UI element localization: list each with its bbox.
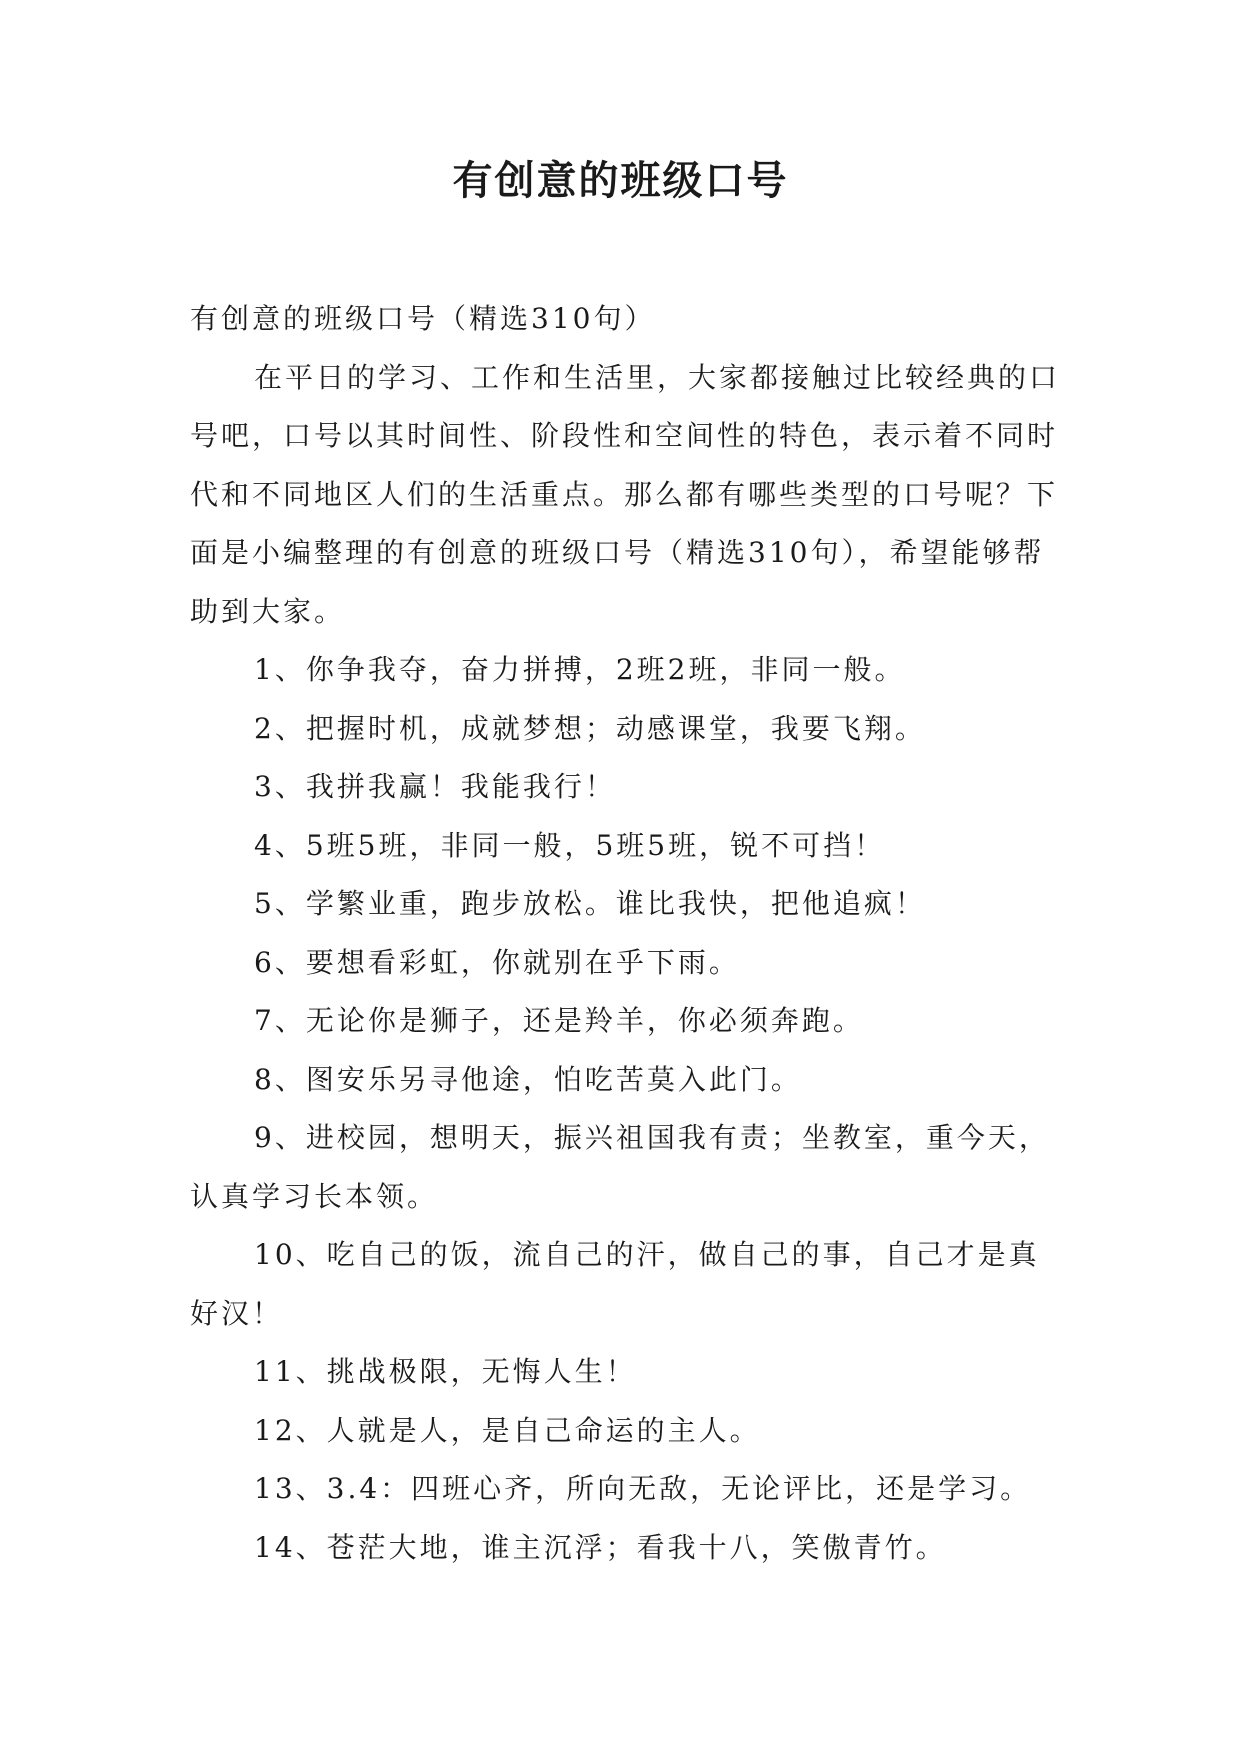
slogan-item: 7、无论你是狮子，还是羚羊，你必须奔跑。 bbox=[254, 1004, 864, 1037]
slogan-item: 3、我拼我赢！我能我行！ bbox=[254, 770, 616, 803]
slogan-item: 14、苍茫大地，谁主沉浮；看我十八，笑傲青竹。 bbox=[254, 1530, 947, 1564]
document-subtitle: 有创意的班级口号（精选310句） bbox=[190, 302, 656, 335]
slogan-item: 6、要想看彩虹，你就别在乎下雨。 bbox=[254, 945, 740, 979]
slogan-item: 1、你争我夺，奋力拼搏，2班2班，非同一般。 bbox=[254, 653, 906, 686]
slogan-item: 12、人就是人，是自己命运的主人。 bbox=[254, 1413, 761, 1447]
slogan-item: 5、学繁业重，跑步放松。谁比我快，把他追疯！ bbox=[254, 887, 926, 920]
intro-paragraph: 在平日的学习、工作和生活里，大家都接触过比较经典的口号吧，口号以其时间性、阶段性和空间性的特色，表示着不同时代和不同地区人们的生活重点。那么都有哪些类型的口号呢？下面是小编整理的有创意的班级口号（精选310句），希望能够帮助到大家。 bbox=[190, 360, 1061, 628]
slogan-item: 11、挑战极限，无悔人生！ bbox=[254, 1355, 637, 1388]
slogan-item: 2、把握时机，成就梦想；动感课堂，我要飞翔。 bbox=[254, 711, 926, 745]
slogan-item: 13、3.4：四班心齐，所向无敌，无论评比，还是学习。 bbox=[254, 1472, 1032, 1505]
slogan-item: 8、图安乐另寻他途，怕吃苦莫入此门。 bbox=[254, 1062, 802, 1096]
slogan-item: 9、进校园，想明天，振兴祖国我有责；坐教室，重今天，认真学习长本领。 bbox=[190, 1121, 1050, 1213]
document-body bbox=[190, 290, 1060, 1577]
slogan-item: 10、吃自己的饭，流自己的汗，做自己的事，自己才是真好汉！ bbox=[190, 1238, 1040, 1330]
document-title: 有创意的班级口号 bbox=[452, 158, 789, 204]
slogan-item: 4、5班5班，非同一般，5班5班，锐不可挡！ bbox=[254, 828, 886, 862]
